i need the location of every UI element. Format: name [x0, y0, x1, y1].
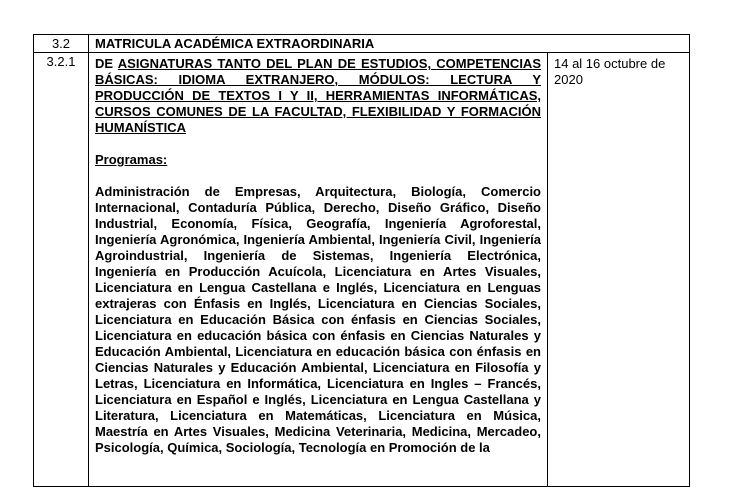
item-description — [89, 53, 548, 487]
item-date: 14 al 16 octubre de 2020 — [548, 53, 690, 487]
item-intro — [95, 56, 541, 136]
item-row — [34, 53, 690, 487]
item-number: 3.2.1 — [34, 53, 89, 487]
program-list: Administración de Empresas, Arquitectura, Biología, Comercio Internacional, Contaduría Pública, Derecho, Diseño Gráfico, Diseño Industrial, Economía, Física, Geografía, Ingeniería Agroforestal, Ingeniería Agronómica, Ingeniería Ambiental, Ingeniería Civil, Ingeniería Agroindustrial, Ingeniería de Sistemas, Ingeniería Electrónica, Ingeniería en Producción Acuícola, Licenciatura en Artes Visuales, Licenciatura en Lengua Castellana e Inglés, Licenciatura en Lenguas extrajeras con Énfasis en Inglés, Licenciatura en Ciencias Sociales, Licenciatura en Educación Básica con énfasis en Ciencias Sociales, Licenciatura en educación básica con énfasis en Ciencias Naturales y Educación Ambiental, Licenciatura en educación básica con énfasis en Ciencias Naturales y Educación Ambiental, Licenciatura en Filosofía y Letras, Licenciatura en Informática, Licenciatura en Ingles – Francés, Licenciatura en Español e Inglés, Licenciatura en Lengua Castellana y Literatura, Licenciatura en Matemáticas, Licenciatura en Música, Maestría en Artes Visuales, Medicina Veterinaria, Medicina, Mercadeo, Psicología, Química, Sociología, Tecnología en Promoción de la — [95, 184, 541, 455]
section-row — [34, 35, 690, 53]
programs-heading: Programas: — [95, 152, 168, 167]
item-intro-prefix: DE — [95, 56, 118, 71]
calendar-table — [33, 34, 690, 487]
section-number: 3.2 — [34, 35, 89, 53]
item-intro-subjects: ASIGNATURAS TANTO DEL PLAN DE ESTUDIOS, COMPETENCIAS BÁSICAS: IDIOMA EXTRANJERO, MÓDULOS: LECTURA Y PRODUCCIÓN DE TEXTOS I Y II, HERRAMIENTAS INFORMÁTICAS, CURSOS COMUNES DE LA FACULTAD, FLEXIBILIDAD Y FORMACIÓN HUMANÍSTICA — [95, 56, 541, 135]
section-title: MATRICULA ACADÉMICA EXTRAORDINARIA — [89, 35, 690, 53]
